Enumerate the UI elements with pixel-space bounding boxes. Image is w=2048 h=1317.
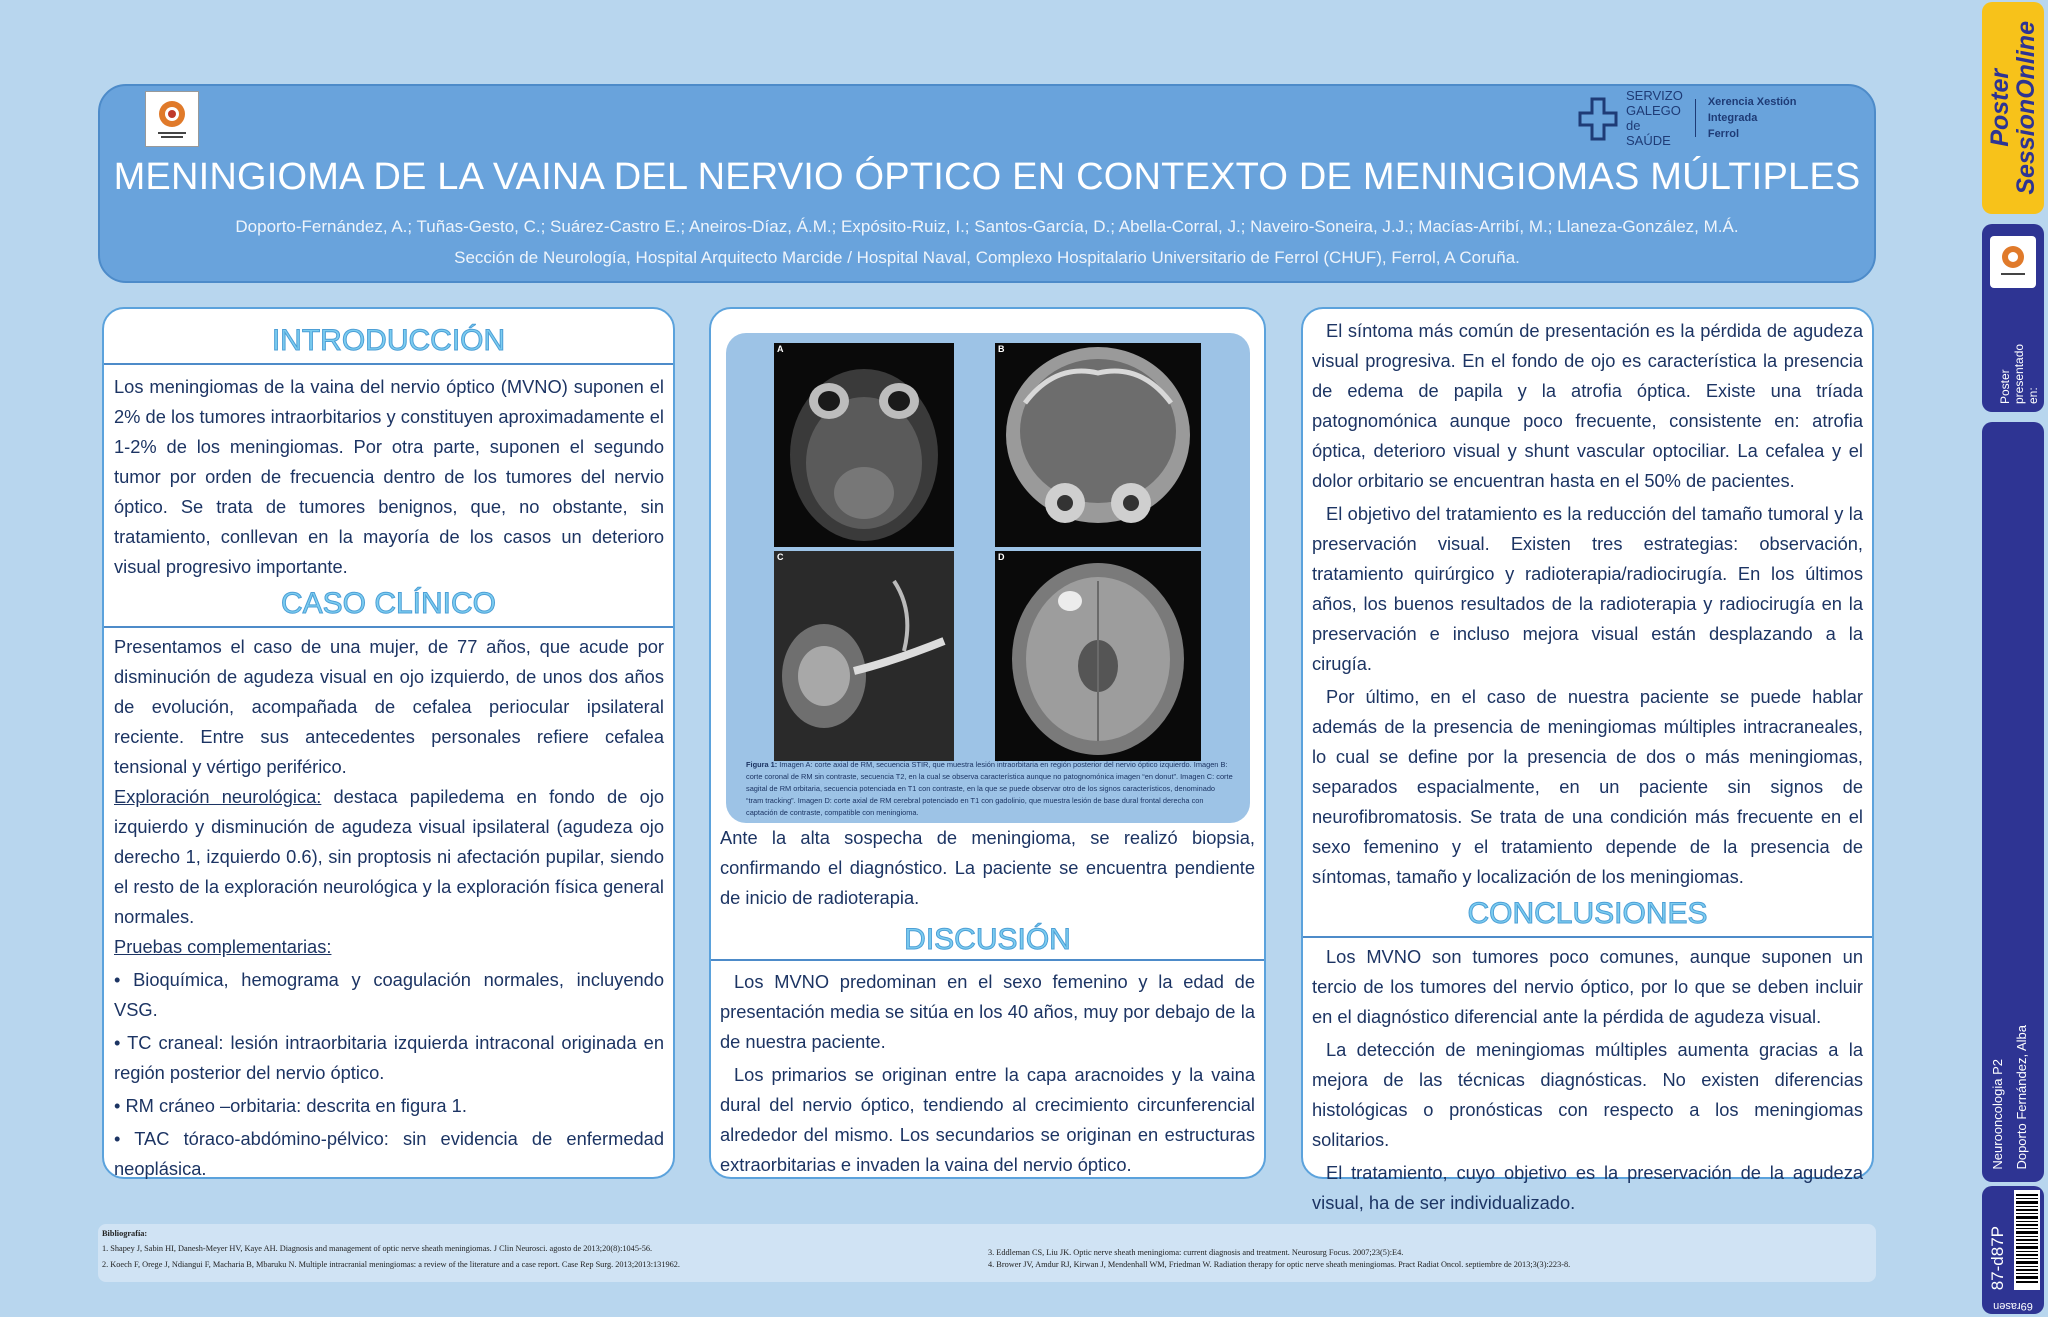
bibliography (98, 1224, 1876, 1282)
left-column (102, 307, 675, 1179)
conclusion-2: La detección de meningiomas múltiples aumenta gracias a la mejora de las técnicas diagnósticas. No existen diferencias histológicas o pronósticas con respecto a los meningiomas solitarios. (1312, 1039, 1863, 1150)
conclusion-3: El tratamiento, cuyo objetivo es la preservación de la agudeza visual, ha de ser individualizado. (1312, 1162, 1863, 1213)
figure-caption (746, 759, 1234, 819)
caso-heading: CASO CLÍNICO (280, 587, 497, 620)
poster-header (98, 84, 1876, 283)
discusion-p2: Los primarios se originan entre la capa aracnoides y la vaina dural del nervio óptico, tendiendo al crecimiento circunferencial alrededor del mismo. Los secundarios se originan en estructuras extraorbitarias e invaden la vaina del nervio óptico. (720, 1064, 1255, 1175)
session-label: Neurooncologia P2 (1990, 1059, 2005, 1170)
figure-1 (726, 333, 1250, 823)
sergas-line1: SERVIZO (1626, 88, 1683, 103)
xerencia-label: Xerencia Xestión Integrada (1707, 96, 1797, 124)
sergas-logo (1578, 88, 1826, 148)
exploracion-paragraph (114, 782, 664, 932)
caso-text: Presentamos el caso de una mujer, de 77 años, que acude por disminución de agudeza visual en ojo izquierdo, de unos dos años de evolución, acompañada de cefalea periocular ipsilateral reciente. Entre sus antecedentes personales refiere cefalea tensional y vértigo periférico. (114, 636, 664, 777)
session-card (1982, 422, 2044, 1182)
figure-label-c: C (777, 552, 784, 562)
presented-at-card (1982, 224, 2044, 412)
right-p3: Por último, en el caso de nuestra paciente se puede hablar además de la presencia de meningiomas múltiples intracraneales, lo cual se define por la presencia de dos o más meningiomas, separados espacialmente, en un paciente sin signos de neurofibromatosis. Se trata de una condición más frecuente en el sexo femenino y el tratamiento depende de la presencia de síntomas, tamaño y localización de los meningiomas. (1312, 686, 1863, 887)
mri-image-c (774, 551, 954, 761)
congress-logo (1990, 236, 2036, 288)
biopsy-text: Ante la alta sospecha de meningioma, se realizó biopsia, confirmando el diagnóstico. La paciente se encuentra pendiente de inicio de radioterapia. (720, 827, 1255, 908)
code-card (1982, 1186, 2044, 1314)
exploracion-text: destaca papiledema en fondo de ojo izquierdo y disminución de agudeza visual ipsilateral (agudeza ojo derecho 1, izquierdo 0.6), sin proptosis ni afectación pupilar, siendo el resto de la exploración neurológica y la exploración física general normales. (114, 786, 664, 927)
ferrol-label: Ferrol (1707, 128, 1740, 140)
poster-session-online-logo[interactable] (1982, 2, 2044, 214)
exploracion-label: Exploración neurológica: (114, 786, 322, 807)
discusion-p1: Los MVNO predominan en el sexo femenino y la edad de presentación media se sitúa en los 40 años, muy por debajo de la de nuestra paciente. (720, 971, 1255, 1052)
authors: Doporto-Fernández, A.; Tuñas-Gesto, C.; Suárez-Castro E.; Aneiros-Díaz, Á.M.; Expósito-Ruiz, I.; Santos-García, D.; Abella-Corral, J.; Naveiro-Soneira, J.J.; Macías-Arribí, M.; Llaneza-González, M.Á. (235, 217, 1739, 236)
bullet-item: • TAC tóraco-abdómino-pélvico: sin evidencia de enfermedad neoplásica. (114, 1128, 664, 1179)
intro-text: Los meningiomas de la vaina del nervio óptico (MVNO) suponen el 2% de los tumores intraorbitarios y constituyen aproximadamente el 1-2% de los meningiomas. Por otra parte, suponen el segundo tumor por orden de frecuencia dentro de los tumores del nervio óptico. Se trata de tumores benignos, que, no obstante, sin tratamiento, conllevan en la mayoría de los casos un deterioro visual progresivo importante. (114, 376, 664, 577)
right-column (1301, 307, 1874, 1213)
mri-image-a (774, 343, 954, 547)
poster-title: MENINGIOMA DE LA VAINA DEL NERVIO ÓPTICO EN CONTEXTO DE MENINGIOMAS MÚLTIPLES (113, 156, 1861, 198)
bullet-item: • RM cráneo –orbitaria: descrita en figura 1. (114, 1095, 467, 1116)
barcode-icon (2014, 1190, 2040, 1290)
figure-label-d: D (998, 552, 1005, 562)
intro-heading: INTRODUCCIÓN (271, 324, 506, 357)
sergas-line3: de SAÚDE (1626, 118, 1671, 148)
mri-image-b (995, 343, 1201, 547)
affiliation: Sección de Neurología, Hospital Arquitecto Marcide / Hospital Naval, Complexo Hospitalario Universitario de Ferrol (CHUF), Ferrol, A Coruña. (454, 248, 1520, 267)
right-p1: El síntoma más común de presentación es la pérdida de agudeza visual progresiva. En el fondo de ojo es característica la presencia de edema de papila y la atrofia óptica. Existe una tríada patognomónica aunque poco frecuente, consistente en: atrofia óptica, deterioro visual y shunt vascular optociliar. La cefalea y el dolor orbitario se encuentran hasta en el 50% de pacientes. (1312, 320, 1863, 491)
conclusiones-heading: CONCLUSIONES (1467, 897, 1708, 930)
reference-item: 1. Shapey J, Sabin HI, Danesh-Meyer HV, Kaye AH. Diagnosis and management of optic nerve sheath meningiomas. J Clin Neurosci. agosto de 2013;20(8):1045-56. (102, 1244, 653, 1253)
footer-code: 69rasen (1993, 1300, 2033, 1312)
middle-column (709, 307, 1266, 1179)
brand-bottom: SessionOnline (2012, 21, 2040, 195)
sergas-line2: GALEGO (1626, 103, 1681, 118)
caption-prefix: Figura 1: (746, 760, 780, 769)
figure-label-a: A (777, 344, 784, 354)
brand-top: Poster (1986, 69, 2014, 147)
bullet-item: • TC craneal: lesión intraorbitaria izquierda intraconal originada en región posterior del nervio óptico. (114, 1032, 664, 1083)
reference-item: 3. Eddleman CS, Liu JK. Optic nerve sheath meningioma: current diagnosis and treatment. Neurosurg Focus. 2007;23(5):E4. (988, 1248, 1404, 1257)
caption-text: Imagen A: corte axial de RM, secuencia STIR, que muestra lesión intraorbitaria en región posterior del nervio óptico izquierdo. Imagen B: corte coronal de RM sin contraste, secuencia T2, en la cual se observa característica aunque no patognomónica imagen “en donut”. Imagen C: corte sagital de RM orbitaria, secuencia potenciada en T1 con contraste, en la que se puede observar otro de los signos característicos, denominado “tram tracking”. Imagen D: corte axial de RM cerebral potenciado en T1 con gadolinio, que muestra lesión de base dural frontal derecha con captación de contraste, compatible con meningioma. (746, 760, 1233, 817)
discusion-heading: DISCUSIÓN (904, 923, 1071, 956)
mri-image-d (995, 551, 1201, 761)
sergas-cross-icon (1578, 95, 1618, 141)
pruebas-label: Pruebas complementarias: (114, 936, 332, 957)
poster-code: 87-d87P (1988, 1226, 2007, 1291)
hospital-logo (145, 91, 199, 147)
figure-label-b: B (998, 344, 1005, 354)
right-p2: El objetivo del tratamiento es la reducción del tamaño tumoral y la preservación visual. Existen tres estrategias: observación, tratamiento quirúrgico y radioterapia/radiocirugía. En los últimos años, los buenos resultados de la radioterapia y radiocirugía en la preservación e incluso mejora visual están desplazando a la cirugía. (1312, 503, 1863, 674)
bibliography-heading: Bibliografía: (102, 1229, 148, 1238)
author-label: Doporto Fernández, Alba (2014, 1025, 2029, 1170)
bullet-item: • Bioquímica, hemograma y coagulación normales, incluyendo VSG. (114, 969, 664, 1020)
presented-at-label: Poster presentado en: (1998, 343, 2040, 404)
reference-item: 2. Koech F, Orege J, Ndiangui F, Macharia B, Mbaruku N. Multiple intracranial meningiomas: a review of the literature and a case report. Case Rep Surg. 2013;2013:131962. (102, 1260, 681, 1269)
conclusion-1: Los MVNO son tumores poco comunes, aunque suponen un tercio de los tumores del nervio óptico, por lo que se deben incluir en el diagnóstico diferencial ante la pérdida de agudeza visual. (1312, 946, 1863, 1027)
reference-item: 4. Brower JV, Amdur RJ, Kirwan J, Mendenhall WM, Friedman W. Radiation therapy for optic nerve sheath meningiomas. Pract Radiat Oncol. septiembre de 2013;3(3):223-8. (988, 1260, 1571, 1269)
